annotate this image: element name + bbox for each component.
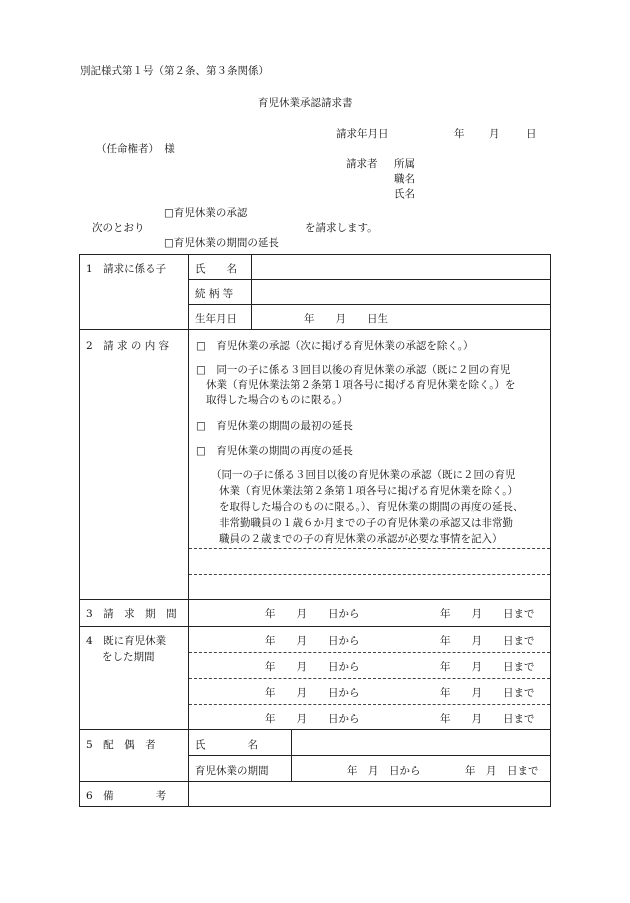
past-period-to: 年 月 日まで [440, 635, 535, 647]
request-period-from: 年 月 日から [265, 608, 360, 620]
note-line1: （同一の子に係る３回目以後の育児休業の承認（既に２回の育児 [211, 469, 516, 481]
request-suffix: を請求します。 [305, 222, 378, 234]
date-year: 年 [454, 128, 465, 140]
content-item3-checkbox[interactable]: □ 育児休業の期間の最初の延長 [196, 420, 353, 432]
name-label: 氏名 [394, 188, 415, 200]
child-birthdate-label: 生年月日 [195, 313, 237, 325]
form-id: 別記様式第１号（第２条、第３条関係） [80, 65, 269, 77]
option-extension-checkbox[interactable]: □育児休業の期間の延長 [164, 237, 279, 249]
note-line3: を取得した場合のものに限る。）、育児休業の期間の再度の延長、 [219, 501, 524, 513]
content-item2-checkbox[interactable]: □ 同一の子に係る３回目以後の育児休業の承認（既に２回の育児 [196, 364, 511, 376]
section5-label: 5 配 偶 者 [86, 739, 156, 751]
as-follows-text: 次のとおり [92, 222, 145, 234]
past-period-from: 年 月 日から [265, 661, 360, 673]
past-period-from: 年 月 日から [265, 635, 360, 647]
section2-label: 2 請 求 の 内 容 [86, 340, 170, 352]
section4-label: 4 既に育児休業 [86, 635, 167, 647]
addressee: （任命権者） 様 [96, 143, 175, 155]
spouse-name-label: 氏 名 [195, 739, 258, 751]
note-line2: 休業（育児休業法第２条第１項各号に掲げる育児休業を除く。） [219, 485, 519, 497]
past-period-to: 年 月 日まで [440, 661, 535, 673]
request-date-label: 請求年月日 [336, 128, 389, 140]
request-period-to: 年 月 日まで [440, 608, 535, 620]
affiliation-label: 所属 [394, 158, 415, 170]
section1-label: 1 請求に係る子 [86, 263, 167, 275]
child-birthdate-value: 年 月 日生 [304, 313, 388, 325]
option-approval-checkbox[interactable]: □育児休業の承認 [164, 207, 248, 219]
past-period-to: 年 月 日まで [440, 687, 535, 699]
spouse-period-to: 年 月 日まで [465, 765, 539, 777]
content-item2-line3: 取得した場合のものに限る。） [206, 394, 348, 406]
section6-label: 6 備 考 [86, 790, 167, 802]
note-line4: 非常勤職員の１歳６か月までの子の育児休業の承認又は非常勤 [219, 517, 513, 529]
child-relation-label: 続 柄 等 [195, 288, 234, 300]
section3-label: 3 請 求 期 間 [86, 608, 177, 620]
past-period-from: 年 月 日から [265, 713, 360, 725]
content-item1-checkbox[interactable]: □ 育児休業の承認（次に掲げる育児休業の承認を除く。） [196, 340, 474, 352]
note-line5: 職員の２歳までの子の育児休業の承認が必要な事情を記入） [219, 533, 503, 545]
date-day: 日 [526, 128, 537, 140]
section4-label-line2: をした期間 [102, 651, 155, 663]
spouse-period-label: 育児休業の期間 [195, 765, 269, 777]
child-name-label: 氏 名 [195, 263, 237, 275]
past-period-from: 年 月 日から [265, 687, 360, 699]
date-month: 月 [489, 128, 500, 140]
spouse-period-from: 年 月 日から [347, 765, 421, 777]
content-item2-line2: 休業（育児休業法第２条第１項各号に掲げる育児休業を除く。）を [206, 379, 516, 391]
document-title: 育児休業承認請求書 [258, 97, 353, 109]
position-label: 職名 [394, 173, 415, 185]
past-period-to: 年 月 日まで [440, 713, 535, 725]
requester-label: 請求者 [346, 158, 378, 170]
content-item4-checkbox[interactable]: □ 育児休業の期間の再度の延長 [196, 445, 353, 457]
